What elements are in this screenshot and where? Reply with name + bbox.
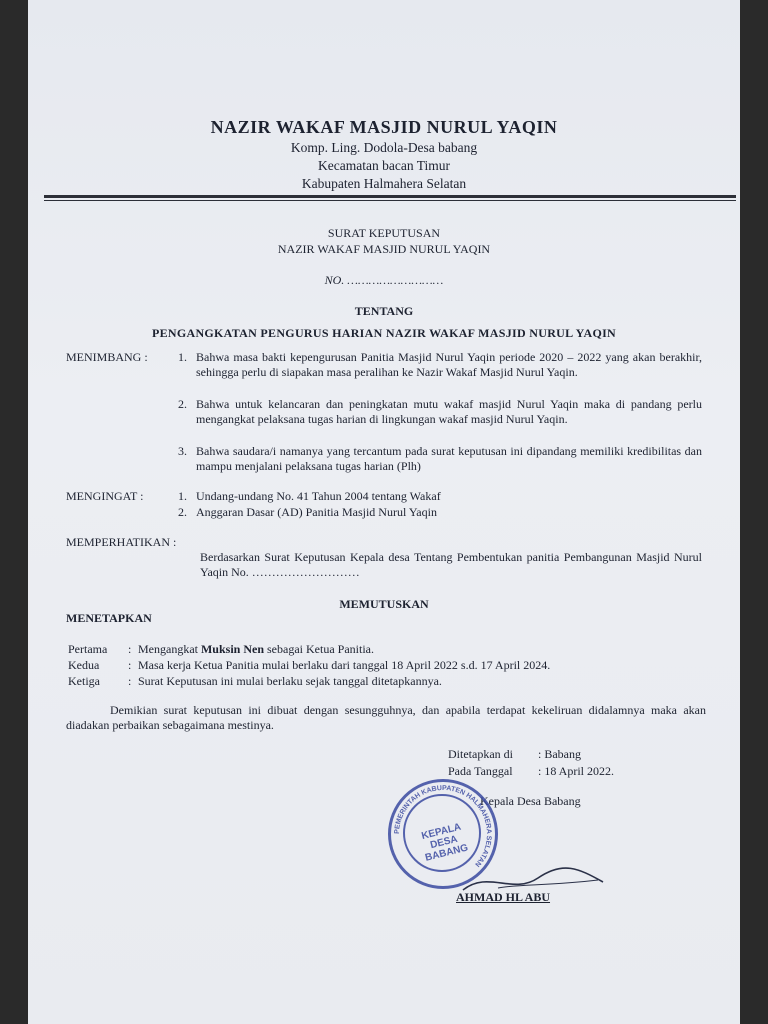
place-label: Ditetapkan di (448, 747, 513, 761)
menetapkan-sep: : (128, 674, 132, 688)
menetapkan-label: MENETAPKAN (66, 611, 152, 625)
menetapkan-sep: : (128, 642, 132, 656)
menetapkan-key: Pertama (68, 642, 108, 656)
menimbang-item-num: 1. (178, 350, 187, 364)
stamp-ring-label: PEMERINTAH KABUPATEN HALMAHERA SELATAN (393, 784, 493, 868)
memperhatikan-label: MEMPERHATIKAN : (66, 535, 177, 549)
menetapkan-value (138, 642, 698, 657)
menimbang-item-text: Bahwa masa bakti kepengurusan Panitia Masjid Nurul Yaqin periode 2020 – 2022 yang akan berakhir, sehingga perlu di siapakan masa peralihan ke Nazir Wakaf Masjid Nurul Yaqin. (196, 350, 702, 379)
menetapkan-text: sebagai Ketua Panitia. (264, 642, 374, 656)
decree-tentang: TENTANG (354, 304, 414, 318)
mengingat-label: MENGINGAT : (66, 489, 144, 503)
date-value: : 18 April 2022. (538, 764, 615, 778)
letterhead-rule-thick (44, 195, 736, 198)
letterhead-title: NAZIR WAKAF MASJID NURUL YAQIN (210, 117, 558, 137)
date-label: Pada Tanggal (448, 764, 513, 778)
menetapkan-text: Surat Keputusan ini mulai berlaku sejak tanggal ditetapkannya. (138, 674, 442, 688)
mengingat-item-num: 2. (178, 505, 187, 519)
menetapkan-key: Ketiga (68, 674, 100, 688)
letterhead-district: Kecamatan bacan Timur (318, 158, 450, 173)
place-value: : Babang (538, 747, 581, 761)
letterhead-rule-thin (44, 200, 736, 201)
menetapkan-key: Kedua (68, 658, 100, 672)
menimbang-item-num: 2. (178, 397, 187, 411)
decree-issuer: NAZIR WAKAF MASJID NURUL YAQIN (277, 242, 491, 256)
menetapkan-text: Mengangkat (138, 642, 201, 656)
decree-subject: PENGANGKATAN PENGURUS HARIAN NAZIR WAKAF MASJID NURUL YAQIN (151, 326, 617, 340)
letterhead-regency: Kabupaten Halmahera Selatan (301, 176, 467, 191)
menetapkan-sep: : (128, 658, 132, 672)
menimbang-item-text: Bahwa untuk kelancaran dan peningkatan mutu wakaf masjid Nurul Yaqin maka di pandang perlu mengangkat pelaksana tugas harian di lingkungan wakaf masjid Nurul Yaqin. (196, 397, 702, 426)
menetapkan-text: Masa kerja Ketua Panitia mulai berlaku dari tanggal 18 April 2022 s.d. 17 April 2024. (138, 658, 551, 672)
memutuskan-heading: MEMUTUSKAN (339, 597, 429, 611)
signatory-name: AHMAD HL ABU (456, 890, 551, 904)
mengingat-item-text: Anggaran Dasar (AD) Panitia Masjid Nurul Yaqin (196, 505, 437, 519)
decree-label: SURAT KEPUTUSAN (327, 226, 441, 240)
memperhatikan-text: Berdasarkan Surat Keputusan Kepala desa Tentang Pembentukan panitia Pembangunan Masjid Nurul Yaqin No. ……………………… (200, 550, 702, 579)
menimbang-label: MENIMBANG : (66, 350, 148, 364)
document-page (28, 0, 740, 1024)
menimbang-item-text: Bahwa saudara/i namanya yang tercantum pada surat keputusan ini dipandang memiliki kredibilitas dan mampu menjalani pelaksana tugas harian (Plh) (196, 444, 702, 473)
stamp-center-text: KEPALA DESA BABANG (420, 821, 470, 864)
menimbang-item-num: 3. (178, 444, 187, 458)
mengingat-item-text: Undang-undang No. 41 Tahun 2004 tentang Wakaf (196, 489, 441, 503)
letterhead-address: Komp. Ling. Dodola-Desa babang (290, 140, 478, 155)
mengingat-item-num: 1. (178, 489, 187, 503)
signatory-position: Kepala Desa Babang (480, 794, 581, 808)
decree-number: NO. ……………………… (324, 273, 444, 287)
closing-paragraph: Demikian surat keputusan ini dibuat dengan sesungguhnya, dan apabila terdapat kekeliruan didalamnya maka akan diadakan perbaikan sebagaimana mestinya. (66, 703, 706, 732)
appointee-name: Muksin Nen (200, 642, 265, 656)
